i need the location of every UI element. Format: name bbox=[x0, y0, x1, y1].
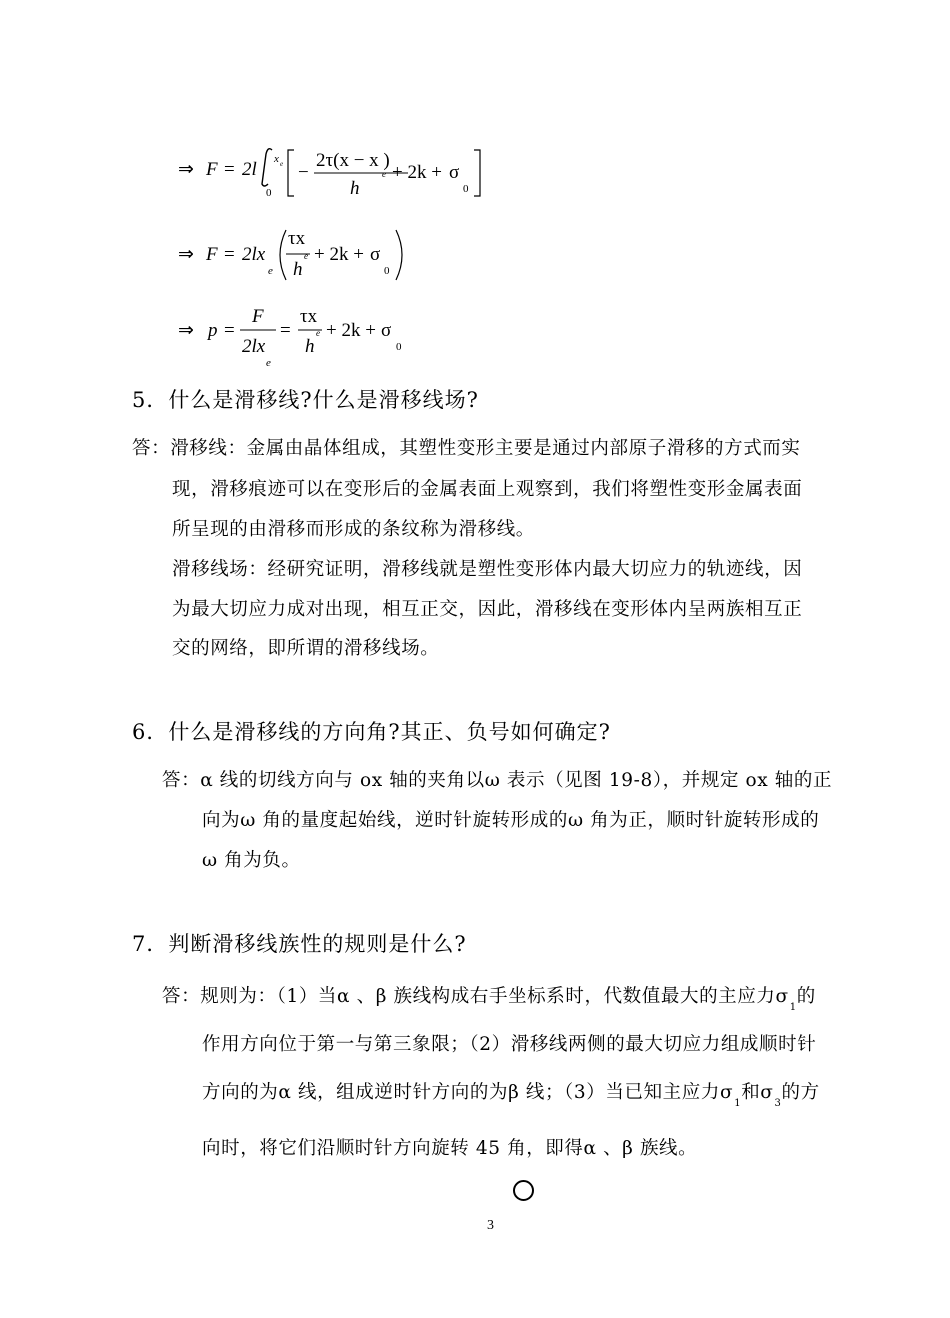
formula-pressure bbox=[176, 302, 536, 369]
formula-lhs: F bbox=[206, 244, 218, 265]
answer-6-line: 向为ω 角的量度起始线，逆时针旋转形成的ω 角为正，顺时针旋转形成的 bbox=[202, 810, 820, 831]
formula-equals: = bbox=[224, 159, 235, 180]
fraction-denominator: h bbox=[293, 259, 303, 280]
plus-2k: + 2k + bbox=[314, 244, 364, 265]
circle-mark bbox=[513, 1180, 534, 1201]
sigma-subscript: 0 bbox=[396, 341, 402, 353]
implies-symbol: ⇒ bbox=[178, 320, 194, 341]
numerator-subscript: e bbox=[316, 328, 320, 338]
formula-coefficient: 2lx bbox=[242, 244, 266, 265]
answer-5-line: 滑移线场：经研究证明，滑移线就是塑性变形体内最大切应力的轨迹线，因 bbox=[172, 559, 803, 580]
sigma-subscript: 1 bbox=[734, 1098, 742, 1109]
formula-coefficient: 2l bbox=[242, 159, 257, 180]
right-bracket bbox=[474, 150, 480, 196]
sigma-symbol: σ bbox=[775, 986, 789, 1007]
answer-5-line: 现，滑移痕迹可以在变形后的金属表面上观察到，我们将塑性变形金属表面 bbox=[172, 479, 803, 500]
implies-symbol: ⇒ bbox=[178, 159, 194, 180]
plus-2k: + 2k + bbox=[326, 320, 376, 341]
answer-7-line: 向时，将它们沿顺时针方向旋转 45 角，即得α 、β 族线。 bbox=[202, 1138, 698, 1159]
sigma-symbol: σ bbox=[719, 1082, 734, 1103]
answer-7-line bbox=[162, 982, 816, 1013]
question-7-heading: 7．判断滑移线族性的规则是什么? bbox=[132, 932, 467, 956]
left-paren bbox=[280, 230, 286, 280]
page-number: 3 bbox=[487, 1218, 494, 1233]
integral-lower-limit: 0 bbox=[266, 187, 272, 199]
sigma-subscript: 0 bbox=[463, 183, 469, 195]
fraction2-denominator: h bbox=[305, 336, 315, 357]
integral-sign bbox=[262, 149, 272, 186]
left-bracket bbox=[288, 150, 294, 196]
sigma-symbol: σ bbox=[449, 162, 460, 183]
sigma-subscript: 1 bbox=[789, 1002, 797, 1013]
answer-7-text: 的方 bbox=[781, 1082, 820, 1103]
numerator-subscript: e bbox=[304, 251, 308, 261]
implies-symbol: ⇒ bbox=[178, 244, 194, 265]
plus-2k: + 2k + bbox=[392, 162, 442, 183]
formula-force-simplified bbox=[176, 222, 536, 282]
integral-upper-limit: x bbox=[274, 153, 279, 165]
formula-force-integral bbox=[176, 140, 536, 200]
formula-equals: = bbox=[224, 244, 235, 265]
sigma-symbol: σ bbox=[381, 320, 392, 341]
formula-lhs: F bbox=[206, 159, 218, 180]
fraction-numerator: 2τ(x − x ) bbox=[316, 150, 390, 171]
formula-equals-2: = bbox=[280, 320, 291, 341]
fraction1-numerator: F bbox=[252, 306, 264, 327]
question-5-heading: 5．什么是滑移线?什么是滑移线场? bbox=[132, 388, 479, 412]
sigma-symbol: σ bbox=[370, 244, 381, 265]
answer-5-line: 所呈现的由滑移而形成的条纹称为滑移线。 bbox=[172, 519, 535, 540]
answer-6-line: 答：α 线的切线方向与 ox 轴的夹角以ω 表示（见图 19-8），并规定 ox 轴的正 bbox=[162, 770, 833, 791]
answer-7-text: 和 bbox=[741, 1082, 761, 1103]
sigma-subscript: 0 bbox=[384, 265, 390, 277]
answer-5-line: 答：滑移线：金属由晶体组成，其塑性变形主要是通过内部原子滑移的方式而实 bbox=[132, 438, 801, 459]
answer-7-text: 的 bbox=[796, 986, 816, 1007]
answer-7-text: 方向的为α 线，组成逆时针方向的为β 线；（3）当已知主应力 bbox=[202, 1082, 720, 1103]
formula-lhs: p bbox=[208, 320, 218, 341]
answer-6-line: ω 角为负。 bbox=[202, 850, 301, 871]
numerator-subscript: e bbox=[382, 169, 386, 179]
answer-7-line bbox=[202, 1078, 820, 1109]
denominator-subscript: e bbox=[266, 357, 271, 369]
fraction-denominator: h bbox=[350, 178, 360, 199]
question-6-heading: 6．什么是滑移线的方向角?其正、负号如何确定? bbox=[132, 720, 611, 744]
formula-equals: = bbox=[224, 320, 235, 341]
coefficient-subscript: e bbox=[268, 265, 273, 277]
integral-upper-subscript: e bbox=[280, 160, 284, 168]
sigma-symbol: σ bbox=[760, 1082, 774, 1103]
fraction1-denominator: 2lx bbox=[242, 336, 266, 357]
right-paren bbox=[396, 230, 402, 280]
minus-sign: − bbox=[298, 162, 309, 183]
fraction2-numerator: τx bbox=[300, 306, 318, 327]
answer-7-text: 答：规则为：（1）当α 、β 族线构成右手坐标系时，代数值最大的主应力 bbox=[162, 986, 776, 1007]
answer-7-line: 作用方向位于第一与第三象限；（2）滑移线两侧的最大切应力组成顺时针 bbox=[202, 1034, 817, 1055]
fraction-numerator: τx bbox=[288, 228, 306, 249]
answer-5-line: 为最大切应力成对出现，相互正交，因此，滑移线在变形体内呈两族相互正 bbox=[172, 599, 803, 620]
sigma-subscript: 3 bbox=[774, 1098, 782, 1109]
answer-5-line: 交的网络，即所谓的滑移线场。 bbox=[172, 638, 440, 659]
